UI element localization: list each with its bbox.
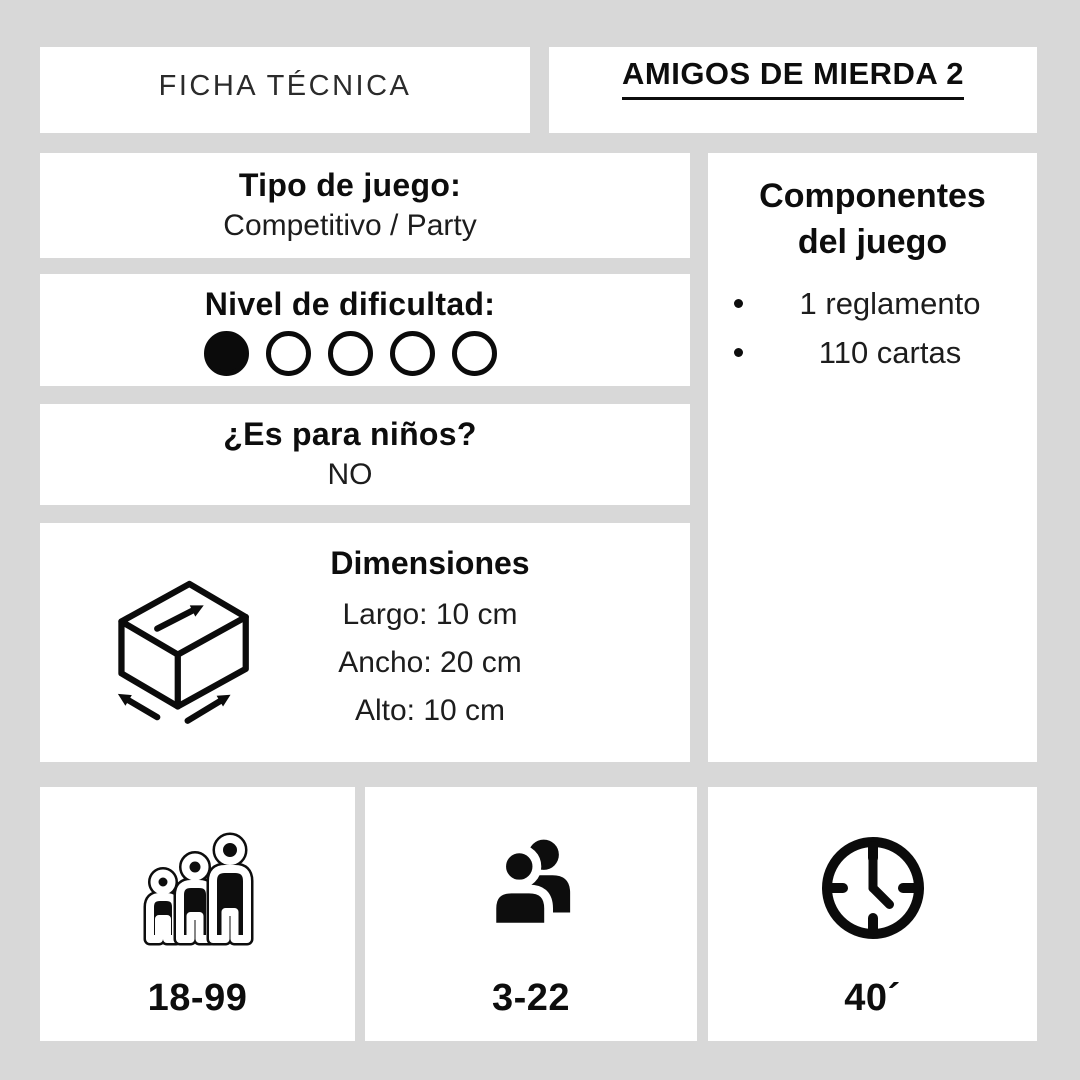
age-range-icon (142, 827, 254, 949)
dimensions-text-block (200, 541, 660, 735)
component-cartas: 110 cartas (818, 334, 962, 370)
for-kids-card (40, 404, 690, 505)
bullet-dot-icon (734, 299, 743, 308)
duration-label: 40´ (844, 977, 901, 1019)
dimensions-lines (200, 591, 660, 735)
components-heading-line1: Componentes (759, 177, 986, 215)
difficulty-dot-empty (328, 331, 373, 376)
difficulty-heading: Nivel de dificultad: (204, 286, 496, 322)
players-iconbox (486, 829, 576, 947)
age-range-iconbox (142, 829, 254, 947)
difficulty-dots (204, 331, 497, 376)
for-kids-heading: ¿Es para niños? (223, 415, 477, 452)
difficulty-dot-empty (452, 331, 497, 376)
players-icon (486, 834, 576, 942)
difficulty-dot-empty (266, 331, 311, 376)
for-kids-value: NO (327, 457, 373, 491)
components-list-item (708, 279, 1037, 328)
components-card (708, 153, 1037, 762)
dimension-largo: Largo: 10 cm (342, 598, 518, 631)
dimension-alto: Alto: 10 cm (354, 694, 506, 727)
duration-card (708, 787, 1037, 1041)
component-reglamento: 1 reglamento (799, 285, 981, 321)
game-title: AMIGOS DE MIERDA 2 (622, 56, 964, 100)
components-heading (708, 173, 1037, 265)
difficulty-dot-empty (390, 331, 435, 376)
age-range-label: 18-99 (147, 977, 248, 1019)
game-type-value: Competitivo / Party (223, 208, 477, 242)
dimension-ancho: Ancho: 20 cm (338, 646, 522, 679)
duration-clock-icon (817, 832, 929, 944)
game-title-card (549, 47, 1037, 133)
players-label: 3-22 (491, 977, 571, 1019)
difficulty-dot-filled (204, 331, 249, 376)
components-list (708, 279, 1037, 377)
game-type-heading: Tipo de juego: (238, 166, 462, 203)
duration-iconbox (817, 829, 929, 947)
components-heading-line2: del juego (797, 223, 948, 261)
age-range-card (40, 787, 355, 1041)
sheet-label: FICHA TÉCNICA (158, 69, 412, 102)
bullet-dot-icon (734, 348, 743, 357)
dimensions-heading: Dimensiones (330, 545, 530, 581)
players-card (365, 787, 697, 1041)
sheet-label-card (40, 47, 530, 133)
difficulty-card (40, 274, 690, 386)
game-type-card (40, 153, 690, 258)
dimensions-card (40, 523, 690, 762)
components-list-item (708, 328, 1037, 377)
